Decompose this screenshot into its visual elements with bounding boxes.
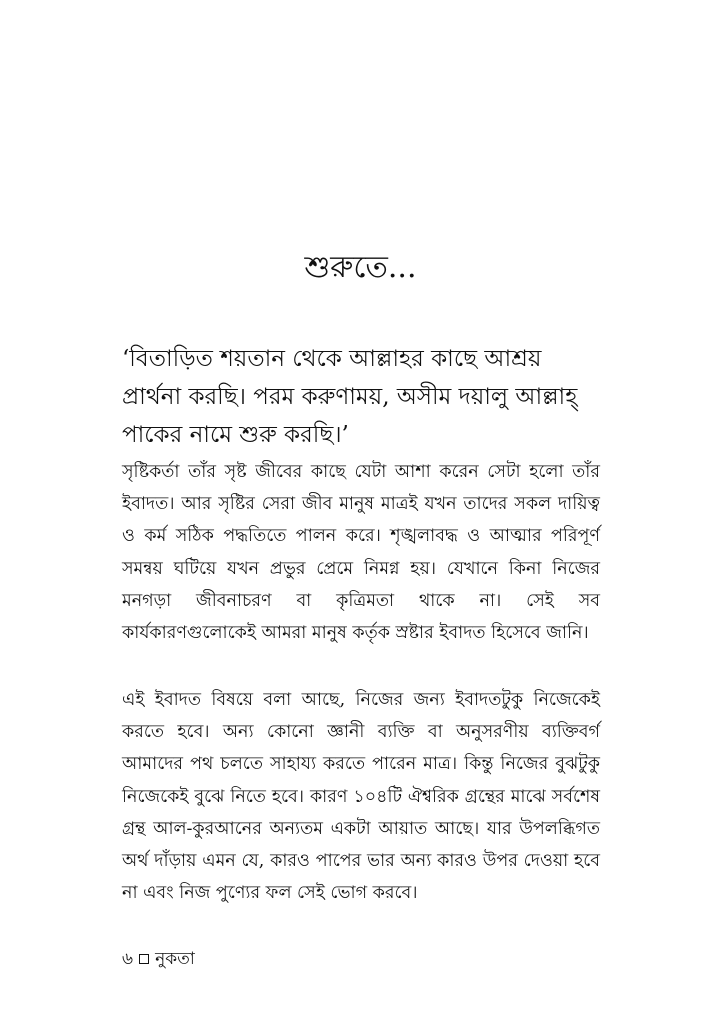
- opening-quote: ‘বিতাড়িত শয়তান থেকে আল্লাহর কাছে আশ্রয় প্রার্থনা করছি। পরম করুণাময়, অসীম দয়ালু আল্লাহ্ পাকের নামে শুরু করছি।’: [122, 346, 578, 448]
- page-footer: [122, 948, 195, 970]
- chapter-title: শুরুতে...: [304, 250, 417, 285]
- running-book-title: নুকতা: [155, 949, 195, 969]
- square-separator-icon: [139, 954, 149, 964]
- page-number: ৬: [122, 949, 134, 969]
- body-paragraph-1: সৃষ্টিকর্তা তাঁর সৃষ্ট জীবের কাছে যেটা আশা করেন সেটা হলো তাঁর ইবাদত। আর সৃষ্টির সেরা জীব মানুষ মাত্রই যখন তাদের সকল দায়িত্ব ও কর্ম সঠিক পদ্ধতিতে পালন করে। শৃঙ্খলাবদ্ধ ও আত্মার পরিপূর্ণ সমন্বয় ঘটিয়ে যখন প্রভুর প্রেমে নিমগ্ন হয়। যেখানে কিনা নিজের মনগড়া জীবনাচরণ বা কৃত্রিমতা থাকে না। সেই সব কার্যকারণগুলোকেই আমরা মানুষ কর্তৃক স্রষ্টার ইবাদত হিসেবে জানি।: [122, 462, 600, 644]
- body-paragraph-2: এই ইবাদত বিষয়ে বলা আছে, নিজের জন্য ইবাদতটুকু নিজেকেই করতে হবে। অন্য কোনো জ্ঞানী ব্যক্তি বা অনুসরণীয় ব্যক্তিবর্গ আমাদের পথ চলতে সাহায্য করতে পারেন মাত্র। কিন্তু নিজের বুঝটুকু নিজেকেই বুঝে নিতে হবে। কারণ ১০৪টি ঐশ্বরিক গ্রন্থের মাঝে সর্বশেষ গ্রন্থ আল-কুরআনের অন্যতম একটা আয়াত আছে। যার উপলব্ধিগত অর্থ দাঁড়ায় এমন যে, কারও পাপের ভার অন্য কারও উপর দেওয়া হবে না এবং নিজ পুণ্যের ফল সেই ভোগ করবে।: [122, 690, 600, 904]
